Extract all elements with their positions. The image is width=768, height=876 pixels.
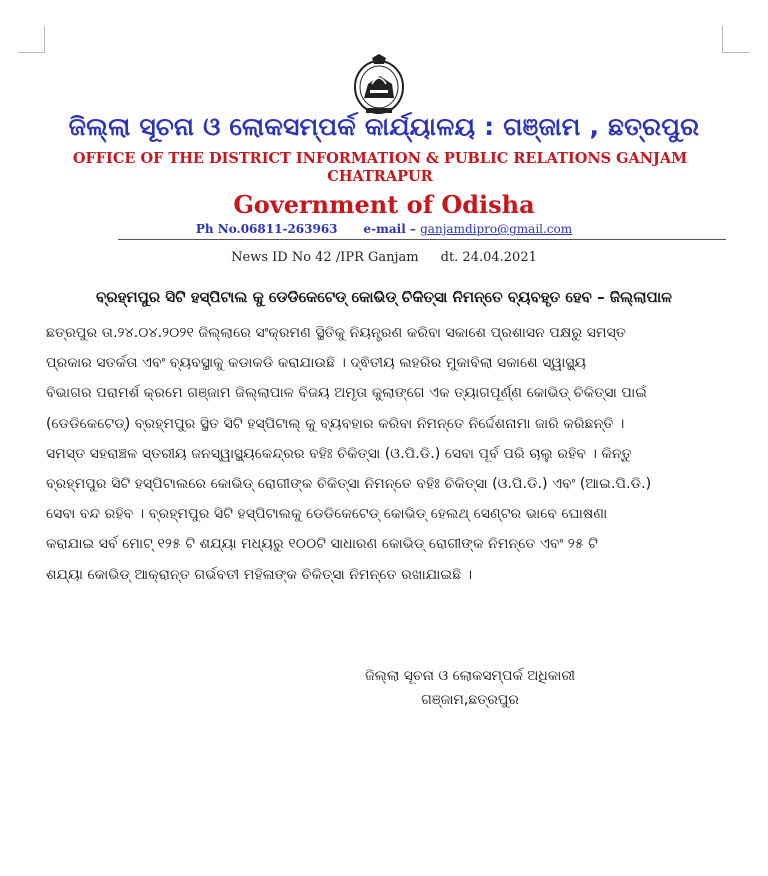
news-id-line (0, 250, 768, 265)
news-id: News ID No 42 /IPR Ganjam (231, 250, 419, 265)
news-headline: ବ୍ରହ୍ମପୁର ସିଟି ହସ୍ପିଟାଲ କୁ ଡେଡିକେଟେଡ୍ କୋଭିଡ୍ ଚିକିତ୍ସା ନିମନ୍ତେ ବ୍ୟବହୃତ ହେବ – ଜିଲ୍ଲାପାଳ (96, 288, 672, 306)
body-line: ସେବା ବନ୍ଦ ରହିବ । ବ୍ରହ୍ମପୁର ସିଟି ହସ୍ପିଟାଲକୁ ଡେଡିକେଟେଡ୍ କୋଭିଡ୍ ହେଲଥ୍ ସେଣ୍ଟର ଭାବେ ଘୋଷଣା (46, 506, 608, 523)
news-date: dt. 24.04.2021 (440, 250, 537, 265)
signature-designation: ଜିଲ୍ଲା ସୂଚନା ଓ ଲୋକସମ୍ପର୍କ ଅଧିକାରୀ (364, 668, 575, 684)
email-link[interactable]: ganjamdipro@gmail.com (420, 222, 573, 236)
body-line: ଶଯ୍ୟା କୋଭିଡ୍ ଆକ୍ରାନ୍ତ ଗର୍ଭବତୀ ମହିଳାଙ୍କ ଚିକିତ୍ସା ନିମନ୍ତେ ରଖାଯାଇଛି । (46, 566, 473, 583)
office-english-line-1: OFFICE OF THE DISTRICT INFORMATION & PUBLIC RELATIONS GANJAM (72, 150, 688, 167)
office-english-title (60, 150, 700, 186)
crop-mark-top-left (18, 26, 45, 53)
body-line: ସମସ୍ତ ସହରାଞ୍ଚଳ ସ୍ତରୀୟ ଜନସ୍ୱାସ୍ଥ୍ୟକେନ୍ଦ୍ରର ବହିଃ ଚିକିତ୍ସା (ଓ.ପି.ଡି.) ସେବା ପୂର୍ବ ପରି ଚାଲୁ ରହିବ । କିନ୍ତୁ (46, 445, 632, 462)
body-line: ଛତ୍ରପୁର ତା.୨୪.୦୪.୨୦୨୧ ଜିଲ୍ଲାରେ ସଂକ୍ରମଣ ସ୍ଥିତିକୁ ନିୟନ୍ତ୍ରଣ କରିବା ସକାଶେ ପ୍ରଶାସନ ପକ୍ଷରୁ ସମସ୍ତ (46, 325, 626, 341)
government-title: Government of Odisha (233, 190, 535, 219)
email-label: e-mail – (363, 222, 416, 236)
office-english-line-2: CHATRAPUR (327, 168, 433, 185)
contact-line (0, 222, 768, 236)
body-line: ପ୍ରକାର ସତର୍କତା ଏବଂ ବ୍ୟବସ୍ଥାକୁ କଡାକଡି କରାଯାଉଛି । ଦ୍ଵିତୀୟ ଲହରିର ମୁକାବିଲା ସକାଶେ ସ୍ୱାସ୍ଥ୍ୟ (46, 355, 587, 372)
header-divider (118, 239, 726, 240)
body-line: ବିଭାଗର ପରାମର୍ଶ କ୍ରମେ ଗଞ୍ଜାମ ଜିଲ୍ଲାପାଳ ବିଜୟ ଅମୃତା କୁଲାଙ୍ଗେ ଏକ ତ୍ୟାଗପୂର୍ଣ୍ଣ କୋଭିଡ୍ ଚିକିତ୍ସା ପାଇଁ (46, 385, 648, 402)
signature-location: ଗଞ୍ଜାମ,ଛତ୍ରପୁର (421, 692, 519, 708)
odia-office-title: ଜିଲ୍ଲା ସୂଚନା ଓ ଲୋକସମ୍ପର୍କ କାର୍ଯ୍ୟାଳୟ : ଗଞ୍ଜାମ , ଛତ୍ରପୁର (68, 112, 700, 141)
crop-mark-top-right (722, 26, 749, 53)
phone-number: Ph No.06811-263963 (195, 222, 338, 236)
body-line: (ଡେଡିକେଟେଡ୍) ବ୍ରହ୍ମପୁର ସ୍ଥିତ ସିଟି ହସ୍ପିଟାଲ୍ କୁ ବ୍ୟବହାର କରିବା ନିମନ୍ତେ ନିର୍ଦ୍ଦେଶନାମା ଜାରି କରିଛନ୍ତି । (46, 415, 625, 432)
signature-block (330, 664, 610, 712)
body-line: କରାଯାଇ ସର୍ବ ମୋଟ୍ ୧୨୫ ଟି ଶଯ୍ୟା ମଧ୍ୟରୁ ୧୦୦ଟି ସାଧାରଣ କୋଭିଡ୍ ରୋଗୀଙ୍କ ନିମନ୍ତେ ଏବଂ ୨୫ ଟି (46, 536, 599, 553)
body-line: ବ୍ରହ୍ମପୁର ସିଟି ହସ୍ପିଟାଲରେ କୋଭିଡ୍ ରୋଗୀଙ୍କ ଚିକିତ୍ସା ନିମନ୍ତେ ବହିଃ ଚିକିତ୍ସା (ଓ.ପି.ଡି.) ଏବଂ (ଆଇ.ପି.ଡି.) (46, 475, 652, 492)
news-body (46, 318, 726, 590)
odisha-emblem-icon (352, 54, 406, 116)
